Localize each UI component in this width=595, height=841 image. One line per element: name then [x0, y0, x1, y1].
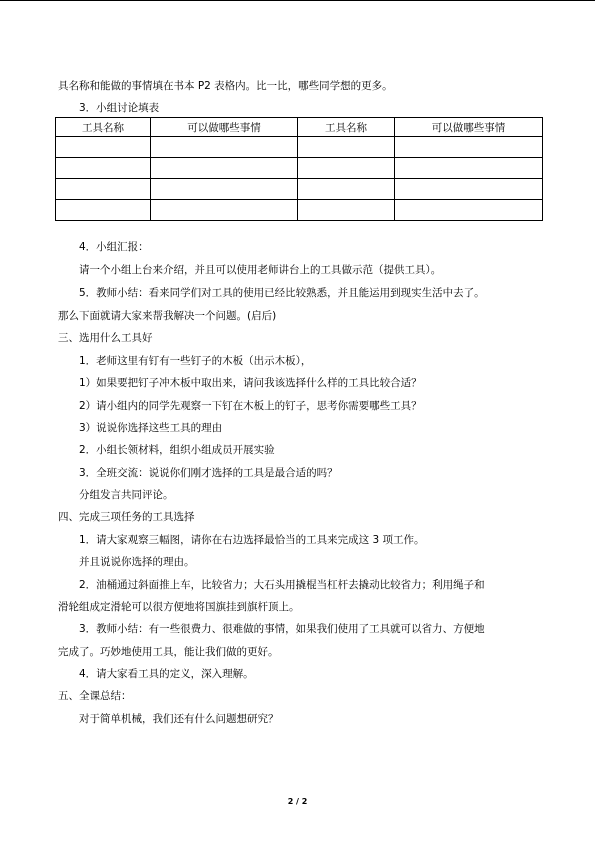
table-cell[interactable] [395, 200, 543, 221]
text-line: 4．请大家看工具的定义，深入理解。 [79, 668, 254, 680]
discussion-table [55, 117, 543, 221]
text-line: 那么下面就请大家来帮我解决一个问题。(启后) [58, 310, 277, 322]
table-cell[interactable] [56, 200, 151, 221]
text-line: 3）说说你选择这些工具的理由 [79, 422, 223, 434]
text-line: 2．小组长领材料，组织小组成员开展实验 [79, 444, 275, 456]
text-line: 5．教师小结：看来同学们对工具的使用已经比较熟悉，并且能运用到现实生活中去了。 [79, 287, 485, 299]
text-line: 4．小组汇报： [79, 241, 149, 253]
text-line: 具名称和能做的事情填在书本 P2 表格内。比一比，哪些同学想的更多。 [58, 80, 393, 92]
table-cell[interactable] [151, 158, 298, 179]
table-header-cell: 工具名称 [298, 118, 395, 137]
table-row [56, 158, 543, 179]
table-row [56, 137, 543, 158]
text-line: 分组发言共同评论。 [79, 489, 174, 501]
text-line: 对于简单机械，我们还有什么问题想研究？ [79, 713, 279, 725]
section-heading: 四、完成三项任务的工具选择 [58, 511, 195, 523]
table-header-cell: 工具名称 [56, 118, 151, 137]
table-cell[interactable] [151, 200, 298, 221]
table-cell[interactable] [56, 158, 151, 179]
table-cell[interactable] [151, 137, 298, 158]
table-cell[interactable] [298, 137, 395, 158]
page-number: 2 / 2 [287, 797, 308, 806]
table-header-row [56, 118, 543, 137]
table-cell[interactable] [395, 158, 543, 179]
table-header-cell: 可以做哪些事情 [395, 118, 543, 137]
page-top-border [0, 0, 595, 1]
text-line: 2．油桶通过斜面推上车，比较省力；大石头用撬棍当杠杆去撬动比较省力；利用绳子和 [79, 579, 485, 591]
table-cell[interactable] [395, 137, 543, 158]
text-line: 1）如果要把钉子冲木板中取出来，请问我该选择什么样的工具比较合适？ [79, 377, 422, 389]
text-line: 请一个小组上台来介绍，并且可以使用老师讲台上的工具做示范（提供工具）。 [79, 264, 442, 276]
text-line: 1．请大家观察三幅图，请你在右边选择最恰当的工具来完成这 3 项工作。 [79, 534, 425, 546]
text-line: 滑轮组成定滑轮可以很方便地将国旗挂到旗杆顶上。 [58, 601, 300, 613]
text-line: 1．老师这里有钉有一些钉子的木板（出示木板）， [79, 355, 312, 367]
table-cell[interactable] [56, 179, 151, 200]
section-heading: 3．小组讨论填表 [79, 102, 160, 114]
text-line: 3．全班交流：说说你们刚才选择的工具是最合适的吗？ [79, 467, 338, 479]
table-cell[interactable] [298, 200, 395, 221]
section-heading: 五、全课总结： [58, 690, 132, 702]
table-cell[interactable] [151, 179, 298, 200]
section-heading: 三、选用什么工具好 [58, 332, 153, 344]
text-line: 2）请小组内的同学先观察一下钉在木板上的钉子，思考你需要哪些工具？ [79, 400, 422, 412]
text-line: 并且说说你选择的理由。 [79, 556, 195, 568]
text-line: 3．教师小结：有一些很费力、很难做的事情，如果我们使用了工具就可以省力、方便地 [79, 623, 485, 635]
table-cell[interactable] [298, 179, 395, 200]
table-row [56, 179, 543, 200]
table-cell[interactable] [56, 137, 151, 158]
table-row [56, 200, 543, 221]
table-cell[interactable] [395, 179, 543, 200]
text-line: 完成了。巧妙地使用工具，能让我们做的更好。 [58, 646, 279, 658]
table-header-cell: 可以做哪些事情 [151, 118, 298, 137]
table-cell[interactable] [298, 158, 395, 179]
